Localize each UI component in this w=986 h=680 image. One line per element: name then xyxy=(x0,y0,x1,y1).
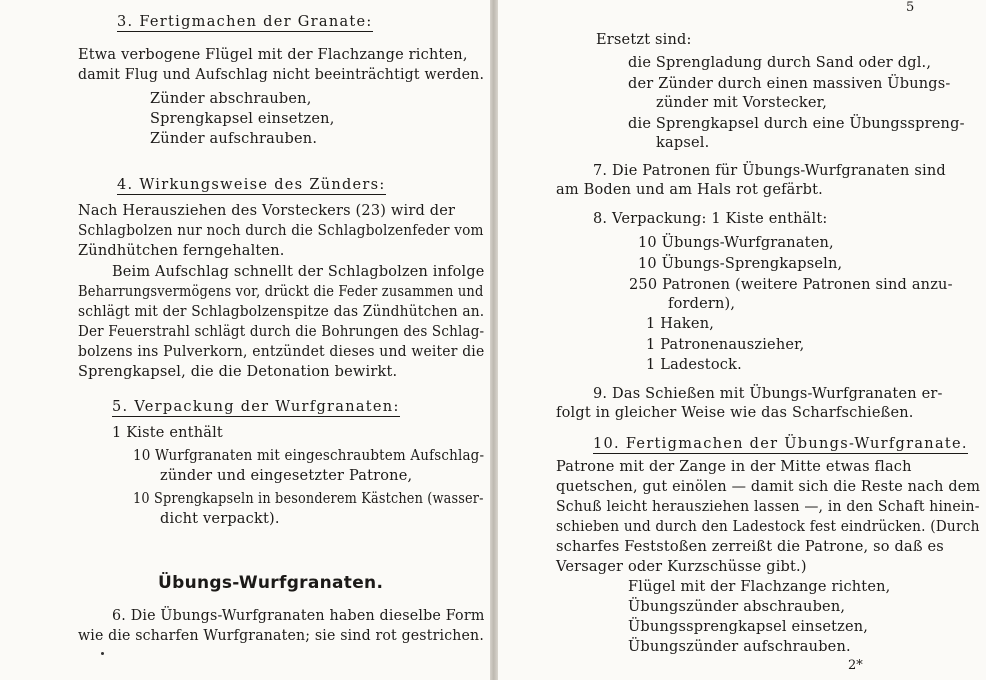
section-5-heading: 5. Verpackung der Wurfgranaten: xyxy=(112,399,400,415)
text-line: kapsel. xyxy=(656,135,710,151)
book-gutter xyxy=(490,0,498,680)
text-line: quetschen, gut einölen — damit sich die Reste nach dem xyxy=(556,479,981,495)
text-line: Ersetzt sind: xyxy=(596,32,692,48)
text-line: 1 Haken, xyxy=(646,316,715,332)
text-line: Der Feuerstrahl schlägt durch die Bohrungen des Schlag- xyxy=(78,324,485,340)
section-4-heading: 4. Wirkungsweise des Zünders: xyxy=(117,177,386,193)
text-line: Schuß leicht herausziehen lassen —, in den Schaft hinein- xyxy=(556,499,980,515)
section-title: Übungs-Wurfgranaten. xyxy=(158,573,384,593)
text-line: Etwa verbogene Flügel mit der Flachzange richten, xyxy=(78,47,468,63)
signature-mark: 2* xyxy=(848,658,863,673)
text-line: die Sprengladung durch Sand oder dgl., xyxy=(628,55,932,71)
text-line: Zünder abschrauben, xyxy=(150,91,312,107)
page-number: 5 xyxy=(906,0,915,15)
text-line: Beim Aufschlag schnellt der Schlagbolzen infolge xyxy=(112,264,485,280)
right-page xyxy=(498,0,986,680)
text-line: Zünder aufschrauben. xyxy=(150,131,318,147)
text-line: dicht verpackt). xyxy=(160,511,280,527)
text-line: 8. Verpackung: 1 Kiste enthält: xyxy=(593,211,828,227)
text-line: der Zünder durch einen massiven Übungs- xyxy=(628,76,951,92)
text-line: schieben und durch den Ladestock fest eindrücken. (Durch xyxy=(556,519,980,535)
left-page xyxy=(0,0,490,680)
text-line: 10 Sprengkapseln in besonderem Kästchen (wasser- xyxy=(133,491,484,507)
text-line: Nach Herausziehen des Vorsteckers (23) wird der xyxy=(78,203,456,219)
text-line: damit Flug und Aufschlag nicht beeinträchtigt werden. xyxy=(78,67,485,83)
section-10-heading: 10. Fertigmachen der Übungs-Wurfgranate. xyxy=(593,436,968,452)
text-line: Übungszünder aufschrauben. xyxy=(628,639,851,655)
text-line: Sprengkapsel, die die Detonation bewirkt. xyxy=(78,364,398,380)
text-line: Flügel mit der Flachzange richten, xyxy=(628,579,891,595)
text-line: Versager oder Kurzschüsse gibt.) xyxy=(556,559,807,575)
text-line: 6. Die Übungs-Wurfgranaten haben dieselbe Form xyxy=(112,608,485,624)
text-line: 1 Ladestock. xyxy=(646,357,742,373)
text-line: Übungssprengkapsel einsetzen, xyxy=(628,619,869,635)
text-line: zünder und eingesetzter Patrone, xyxy=(160,468,413,484)
section-3-heading: 3. Fertigmachen der Granate: xyxy=(117,14,373,30)
text-line: 10 Wurfgranaten mit eingeschraubtem Aufschlag- xyxy=(133,448,485,464)
text-line: 1 Kiste enthält xyxy=(112,425,223,441)
text-line: schlägt mit der Schlagbolzenspitze das Zündhütchen an. xyxy=(78,304,485,320)
print-speck xyxy=(101,652,104,655)
text-line: Patrone mit der Zange in der Mitte etwas flach xyxy=(556,459,912,475)
text-line: 10 Übungs-Wurfgranaten, xyxy=(638,235,834,251)
text-line: 250 Patronen (weitere Patronen sind anzu- xyxy=(629,277,953,293)
text-line: Beharrungsvermögens vor, drückt die Feder zusammen und xyxy=(78,284,484,300)
text-line: scharfes Feststoßen zerreißt die Patrone, so daß es xyxy=(556,539,944,555)
text-line: 10 Übungs-Sprengkapseln, xyxy=(638,256,843,272)
text-line: fordern), xyxy=(668,296,736,312)
text-line: am Boden und am Hals rot gefärbt. xyxy=(556,182,823,198)
text-line: zünder mit Vorstecker, xyxy=(656,95,828,111)
text-line: Schlagbolzen nur noch durch die Schlagbolzenfeder vom xyxy=(78,223,484,239)
text-line: 7. Die Patronen für Übungs-Wurfgranaten sind xyxy=(593,163,946,179)
text-line: 9. Das Schießen mit Übungs-Wurfgranaten er- xyxy=(593,386,943,402)
text-line: 1 Patronenauszieher, xyxy=(646,337,805,353)
text-line: die Sprengkapsel durch eine Übungsspreng- xyxy=(628,116,965,132)
text-line: bolzens ins Pulverkorn, entzündet dieses und weiter die xyxy=(78,344,485,360)
text-line: Sprengkapsel einsetzen, xyxy=(150,111,335,127)
text-line: folgt in gleicher Weise wie das Scharfschießen. xyxy=(556,405,914,421)
text-line: Zündhütchen ferngehalten. xyxy=(78,243,285,259)
text-line: Übungszünder abschrauben, xyxy=(628,599,846,615)
text-line: wie die scharfen Wurfgranaten; sie sind rot gestrichen. xyxy=(78,628,484,644)
